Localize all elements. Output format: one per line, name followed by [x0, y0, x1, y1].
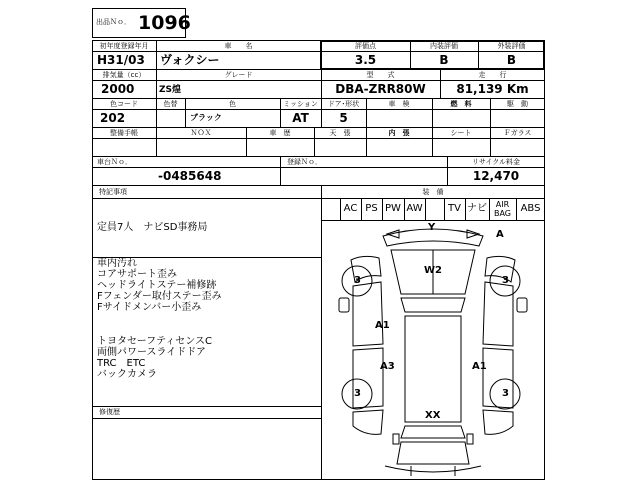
- exterior-grade-value: B: [506, 53, 517, 67]
- notes-option-4: バックカメラ: [97, 369, 157, 380]
- mark-left-rear: A3: [380, 361, 395, 372]
- notes-header: 特記事項: [99, 188, 127, 196]
- interior-grade-label: 内装評価: [430, 42, 458, 50]
- mark-wheel-rear-left: 3: [354, 388, 361, 399]
- interior-panel-label: 内 張: [388, 129, 410, 137]
- score-value: 3.5: [354, 53, 377, 67]
- doors-label: ドア･形状: [327, 100, 360, 108]
- drive-label: 駆 動: [507, 100, 528, 108]
- notes-condition-2: コアサポート歪み: [97, 269, 177, 280]
- equipment-header: 装 備: [422, 188, 444, 196]
- score-label: 評価点: [355, 42, 376, 50]
- mark-right-rear: A1: [472, 361, 487, 372]
- chassis-number-value: -0485648: [158, 169, 222, 183]
- notes-condition-3: ヘッドライトステー補修跡: [97, 280, 217, 291]
- notes-condition-4: Fフェンダー取付ステー歪み: [97, 291, 222, 302]
- displacement-label: 排気量（cc）: [102, 71, 146, 79]
- equipment-airbag: AIR BAG: [493, 200, 512, 218]
- lot-number: 1096: [138, 12, 191, 34]
- mark-rear: XX: [425, 410, 441, 421]
- vehicle-record-label: 車 歴: [269, 129, 291, 137]
- front-glass-label: Ｆガラス: [503, 129, 532, 137]
- model-type-label: 型 式: [366, 71, 395, 79]
- grade-value: ZS煌: [159, 85, 182, 95]
- notes-condition-1: 車内汚れ: [97, 258, 137, 269]
- ceiling-label: 天 張: [329, 129, 351, 137]
- notes-option-3: TRC ETC: [97, 358, 146, 369]
- lot-number-label: 出品Ｎｏ．: [96, 18, 131, 26]
- equipment-navi: ナビ: [467, 203, 487, 214]
- repair-history-header: 修復歴: [99, 408, 120, 416]
- notes-option-1: トヨタセーフティセンスC: [97, 336, 212, 347]
- equipment-tv: TV: [448, 203, 461, 214]
- model-label: 車 名: [224, 42, 253, 50]
- color-change-label: 色替: [163, 100, 178, 108]
- displacement-value: 2000: [101, 82, 135, 96]
- mileage-value: 81,139 Km: [456, 82, 529, 96]
- equipment-ac: AC: [343, 203, 358, 214]
- grade-label: グレード: [224, 71, 253, 79]
- seat-label: シート: [450, 129, 472, 137]
- mark-front: Y: [428, 222, 436, 233]
- first-registration-value: H31/03: [97, 53, 145, 67]
- mark-wheel-front-right: 3: [502, 275, 509, 286]
- mark-wheel-rear-right: 3: [502, 388, 509, 399]
- fuel-label: 燃 料: [450, 100, 472, 108]
- mark-left-front: A1: [375, 320, 390, 331]
- notes-option-2: 両側パワースライドドア: [97, 347, 206, 358]
- registration-number-label: 登録Ｎｏ．: [287, 158, 322, 166]
- model-value: ヴォクシー: [160, 53, 220, 67]
- mark-hood: W2: [424, 265, 442, 276]
- nox-label: ＮＯＸ: [190, 129, 212, 137]
- first-registration-label: 初年度登録年月: [99, 42, 149, 50]
- equipment-pw: PW: [385, 203, 401, 214]
- equipment-ps: PS: [365, 203, 378, 214]
- mission-label: ミッション: [283, 100, 318, 108]
- equipment-aw: AW: [406, 203, 423, 214]
- inspection-label: 車 検: [388, 100, 410, 108]
- model-type-value: DBA-ZRR80W: [335, 82, 426, 96]
- car-diagram: [321, 220, 545, 480]
- doors-value: 5: [339, 111, 348, 125]
- maintenance-book-label: 整備手帳: [110, 129, 138, 137]
- chassis-number-label: 車台Ｎｏ．: [97, 158, 132, 166]
- color-code-value: 202: [100, 111, 126, 125]
- exterior-grade-label: 外装評価: [497, 42, 526, 50]
- equipment-abs: ABS: [520, 203, 541, 214]
- mission-value: AT: [292, 111, 309, 125]
- color-label: 色: [229, 100, 236, 108]
- color-value: ブラック: [190, 113, 222, 122]
- recycle-fee-value: 12,470: [472, 169, 520, 183]
- mark-wheel-front-left: 3: [354, 275, 361, 286]
- mark-front-right: A: [496, 229, 504, 240]
- notes-capacity: 定員7人 ナビSD事務局: [97, 222, 208, 233]
- color-code-label: 色コード: [110, 100, 138, 108]
- interior-grade-value: B: [439, 53, 449, 67]
- mileage-label: 走 行: [478, 71, 507, 79]
- notes-condition-5: Fサイドメンバー小歪み: [97, 302, 202, 313]
- recycle-fee-label: リサイクル料金: [471, 158, 521, 166]
